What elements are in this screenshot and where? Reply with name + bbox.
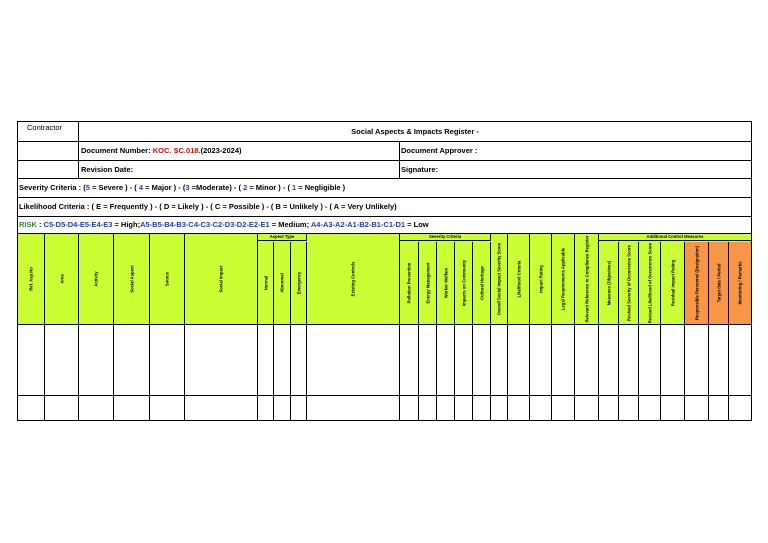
risk-label: RISK <box>19 220 37 229</box>
table-cell[interactable] <box>18 396 45 420</box>
table-cell[interactable] <box>473 396 491 420</box>
column-header <box>661 242 685 324</box>
contractor-cell-cont2 <box>18 161 79 178</box>
table-cell[interactable] <box>661 396 685 420</box>
column-header <box>437 242 455 324</box>
doc-number-cell <box>79 142 400 160</box>
column-header <box>599 242 619 324</box>
column-header-label: Energy Management <box>425 262 430 304</box>
table-cell[interactable] <box>307 325 400 395</box>
doc-number-year: (2023-2024) <box>200 146 242 155</box>
table-cell[interactable] <box>473 325 491 395</box>
column-header-label: Existing Controls <box>350 261 356 297</box>
table-cell[interactable] <box>455 325 473 395</box>
column-header-label: Area <box>59 274 64 284</box>
table-cell[interactable] <box>114 396 150 420</box>
doc-number-label: Document Number: <box>81 146 151 155</box>
risk-medium-codes: A5-B5-B4-B3-C4-C3-C2-D3-D2-E2-E1 <box>140 220 270 229</box>
column-header-label: Revised Severity of Occurrence Score <box>626 245 631 321</box>
table-cell[interactable] <box>114 325 150 395</box>
doc-number-row <box>17 142 752 161</box>
register-title: Social Aspects & Impacts Register - <box>351 127 479 136</box>
likelihood-criteria-values: ( E = Frequently ) - ( D = Likely ) - ( C = Possible ) - ( B = Unlikely ) - ( A = Very Unlikely) <box>89 202 397 211</box>
table-cell[interactable] <box>530 325 552 395</box>
risk-high-codes: C5-D5-D4-E5-E4-E3 <box>43 220 113 229</box>
column-header-label: Cultural Heritage <box>479 266 484 300</box>
column-header <box>685 242 709 324</box>
sev-part: = Minor ) - ( <box>247 183 293 192</box>
table-cell[interactable] <box>437 325 455 395</box>
column-header <box>274 242 291 324</box>
column-header-label: Responsible Personnel (Designation) <box>694 245 699 321</box>
table-cell[interactable] <box>45 396 79 420</box>
risk-sep: : <box>36 220 44 229</box>
column-header <box>185 234 258 324</box>
approver-label: Document Approver : <box>401 146 478 155</box>
table-cell[interactable] <box>619 396 639 420</box>
risk-medium-text: = Medium; <box>269 220 311 229</box>
column-header-label: Legal Requirements Applicable <box>560 247 566 311</box>
column-header <box>307 234 400 324</box>
group-aspect-type: Aspect Type <box>258 234 307 241</box>
column-header <box>114 234 150 324</box>
likelihood-criteria-text <box>18 198 751 216</box>
table-cell[interactable] <box>619 325 639 395</box>
table-cell[interactable] <box>685 325 709 395</box>
risk-low-codes: A4-A3-A2-A1-B2-B1-C1-D1 <box>310 220 406 229</box>
table-cell[interactable] <box>491 396 508 420</box>
column-header <box>473 242 491 324</box>
column-header <box>709 242 729 324</box>
column-header <box>45 234 79 324</box>
contractor-cell-cont <box>18 142 79 160</box>
table-cell[interactable] <box>45 325 79 395</box>
table-cell[interactable] <box>185 325 258 395</box>
table-cell[interactable] <box>552 325 575 395</box>
column-header-label: Source <box>164 271 170 287</box>
table-cell[interactable] <box>552 396 575 420</box>
sev-value-4: 4 <box>138 183 144 192</box>
column-header-row <box>17 234 752 325</box>
contractor-cell <box>18 122 79 141</box>
likelihood-criteria-label: Likelihood Criteria : <box>19 202 90 211</box>
risk-text <box>18 217 751 233</box>
table-cell[interactable] <box>400 325 419 395</box>
column-header <box>18 234 45 324</box>
column-header <box>530 234 552 324</box>
table-cell[interactable] <box>79 325 114 395</box>
register-sheet <box>17 121 752 421</box>
column-header <box>79 234 114 324</box>
title-row <box>17 121 752 142</box>
column-header <box>729 242 751 324</box>
table-cell[interactable] <box>274 325 291 395</box>
table-cell[interactable] <box>575 325 599 395</box>
table-cell[interactable] <box>491 325 508 395</box>
table-cell[interactable] <box>18 325 45 395</box>
table-cell[interactable] <box>599 396 619 420</box>
table-cell[interactable] <box>274 396 291 420</box>
column-header <box>639 242 661 324</box>
column-header-label: Pollution Prevention <box>406 262 412 304</box>
table-cell[interactable] <box>685 396 709 420</box>
table-cell[interactable] <box>599 325 619 395</box>
severity-criteria-text <box>18 179 751 197</box>
column-header-label: Activity <box>93 271 99 287</box>
sev-value-2: 2 <box>243 183 248 192</box>
table-cell[interactable] <box>419 325 437 395</box>
column-header <box>619 242 639 324</box>
sev-part: = Negligible ) <box>296 183 346 192</box>
table-cell[interactable] <box>661 325 685 395</box>
doc-number-code: KOC. SC.018. <box>152 146 201 155</box>
likelihood-criteria-row <box>17 198 752 217</box>
revision-row <box>17 161 752 179</box>
table-cell[interactable] <box>508 396 530 420</box>
sev-part: ( <box>81 183 86 192</box>
column-header-label: Ref. Asp.No <box>28 267 34 291</box>
column-header-label: Emergency <box>296 271 301 295</box>
column-header <box>552 234 575 324</box>
column-header <box>491 234 508 324</box>
sev-part: =Moderate) - ( <box>189 183 244 192</box>
table-cell[interactable] <box>400 396 419 420</box>
table-cell[interactable] <box>437 396 455 420</box>
risk-high-text: = High; <box>112 220 141 229</box>
column-header-label: Impact Rating <box>538 265 543 293</box>
data-row <box>17 396 752 421</box>
table-cell[interactable] <box>150 325 185 395</box>
risk-low-text: = Low <box>405 220 429 229</box>
column-header <box>575 234 599 324</box>
column-header-label: Monitoring / Remarks <box>737 261 743 305</box>
contractor-label: Contractor <box>27 123 63 132</box>
table-cell[interactable] <box>709 396 729 420</box>
column-header-label: Worker Welfare <box>443 267 448 299</box>
table-cell[interactable] <box>150 396 185 420</box>
table-cell[interactable] <box>455 396 473 420</box>
column-header-label: Relevant Reference to Compliance Register <box>584 235 589 323</box>
sev-value-3: 3 <box>185 183 190 192</box>
table-cell[interactable] <box>639 325 661 395</box>
signature-label: Signature: <box>401 165 439 174</box>
column-header-label: Impacts on Community <box>461 259 466 307</box>
revision-label: Revision Date: <box>79 161 400 178</box>
column-header <box>400 242 419 324</box>
table-cell[interactable] <box>575 396 599 420</box>
table-cell[interactable] <box>291 396 307 420</box>
table-cell[interactable] <box>530 396 552 420</box>
column-header <box>258 242 274 324</box>
column-header-label: Social Impact <box>218 265 224 293</box>
data-row <box>17 325 752 396</box>
column-header-label: Normal <box>263 275 268 291</box>
column-header-label: Overall Social Impact Severity Score <box>496 242 502 316</box>
table-cell[interactable] <box>419 396 437 420</box>
table-cell[interactable] <box>307 396 400 420</box>
table-cell[interactable] <box>291 325 307 395</box>
table-cell[interactable] <box>508 325 530 395</box>
column-header-label: Abnormal <box>279 273 285 293</box>
column-header <box>508 234 530 324</box>
column-header-label: Social Aspect <box>129 265 134 293</box>
column-header <box>291 242 307 324</box>
severity-criteria-row <box>17 179 752 198</box>
table-cell[interactable] <box>258 396 274 420</box>
group-severity-criteria: Severity Criteria <box>400 234 491 241</box>
column-header-label: Likelihood Criteria <box>516 260 521 298</box>
column-header-label: Measures (Objectives) <box>606 260 611 306</box>
risk-row <box>17 217 752 234</box>
column-header <box>419 242 437 324</box>
sev-value-1: 1 <box>292 183 297 192</box>
table-cell[interactable] <box>709 325 729 395</box>
table-cell[interactable] <box>258 325 274 395</box>
column-header <box>455 242 473 324</box>
table-cell[interactable] <box>639 396 661 420</box>
group-additional-controls: Additional Control Measures <box>599 234 751 241</box>
column-header-label: Revised Likelihood of Occurrence Score <box>647 242 652 324</box>
sev-part: = Severe ) - ( <box>89 183 139 192</box>
column-header <box>150 234 185 324</box>
column-header-label: Target date / Period <box>716 263 721 303</box>
table-cell[interactable] <box>79 396 114 420</box>
sev-value-5: 5 <box>85 183 90 192</box>
sev-part: = Major ) - ( <box>143 183 186 192</box>
table-cell[interactable] <box>185 396 258 420</box>
column-header-label: Residual Impact Rating <box>670 259 675 307</box>
severity-criteria-label: Severity Criteria : <box>19 183 82 192</box>
